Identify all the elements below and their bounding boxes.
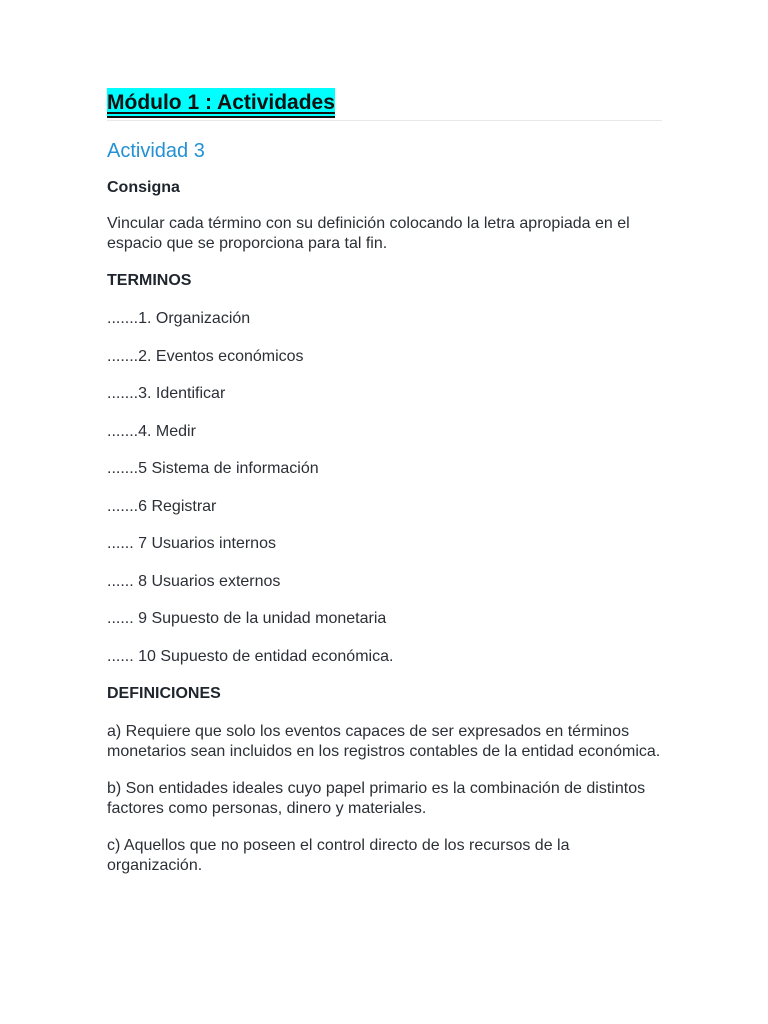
consigna-heading: Consigna	[107, 179, 180, 196]
term-item-1: .......1. Organización	[107, 310, 251, 327]
module-title: Módulo 1 : Actividades	[107, 88, 335, 118]
definition-b: b) Son entidades ideales cuyo papel primario es la combinación de distintos factores como personas, dinero y materiales.	[107, 780, 646, 817]
consigna-text: Vincular cada término con su definición colocando la letra apropiada en el espacio que se proporciona para tal fin.	[107, 215, 630, 252]
definition-c: c) Aquellos que no poseen el control directo de los recursos de la organización.	[107, 837, 570, 874]
term-item-3: .......3. Identificar	[107, 385, 226, 402]
term-item-6: .......6 Registrar	[107, 497, 217, 515]
definitions-heading: DEFINICIONES	[107, 685, 221, 702]
term-list	[107, 309, 662, 667]
definition-a: a) Requiere que solo los eventos capaces de ser expresados en términos monetarios sean incluidos en los registros contables de la entidad económica.	[107, 723, 661, 760]
term-item-9: ...... 9 Supuesto de la unidad monetaria	[107, 610, 387, 627]
document-page	[107, 88, 662, 876]
term-item-5: .......5 Sistema de información	[107, 460, 319, 477]
term-item-2: .......2. Eventos económicos	[107, 347, 304, 365]
term-item-10: ...... 10 Supuesto de entidad económica.	[107, 647, 394, 665]
terms-heading: TERMINOS	[107, 272, 192, 289]
module-title-row	[107, 88, 662, 121]
term-item-7: ...... 7 Usuarios internos	[107, 535, 276, 552]
term-item-4: .......4. Medir	[107, 422, 196, 440]
term-item-8: ...... 8 Usuarios externos	[107, 572, 281, 590]
activity-title: Actividad 3	[107, 140, 205, 162]
